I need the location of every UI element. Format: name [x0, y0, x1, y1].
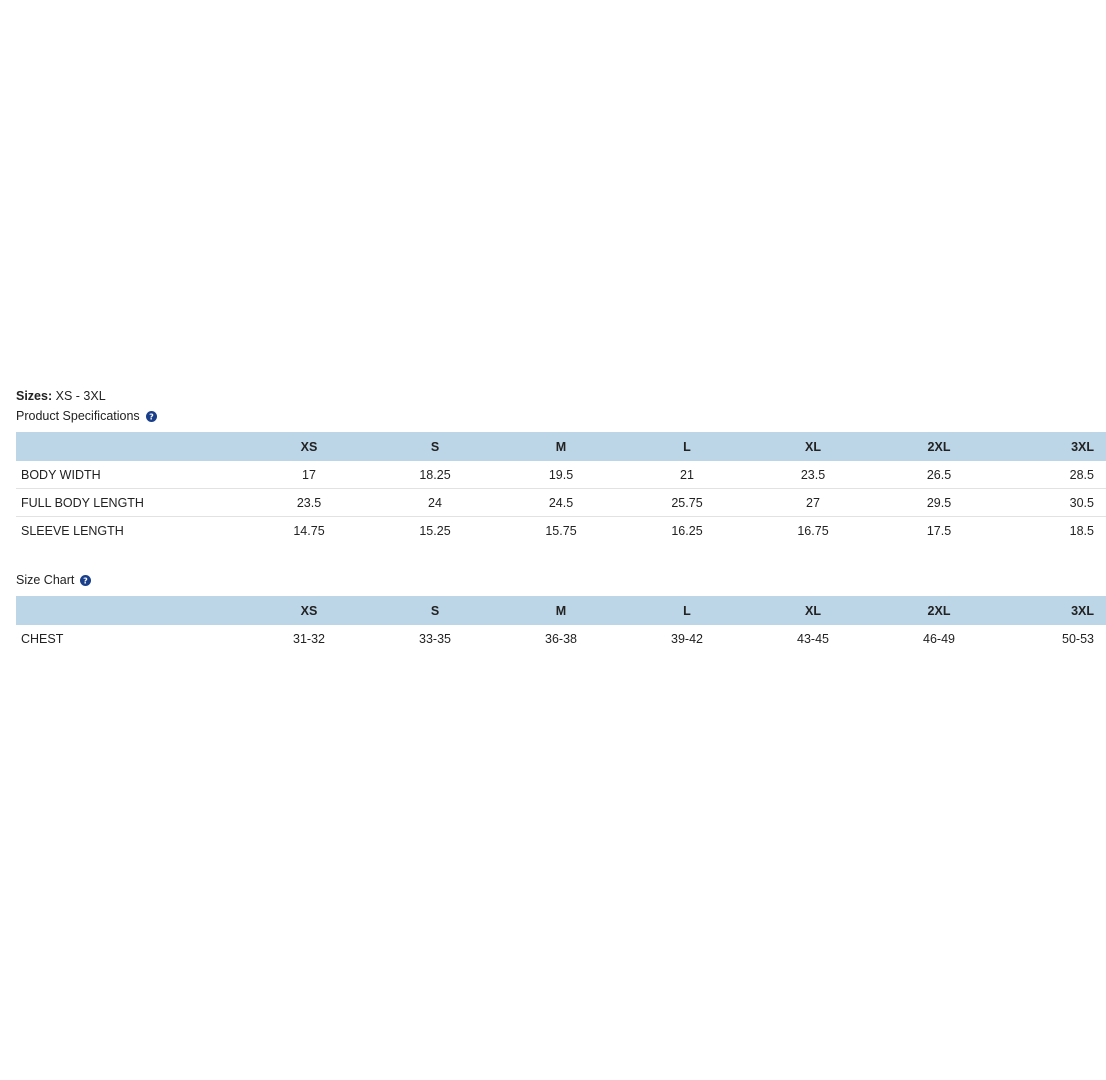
- table-cell: 15.75: [545, 523, 577, 538]
- size-chart-table: [16, 596, 1106, 652]
- size-chart-title: Size Chart: [16, 573, 75, 587]
- table-cell: 46-49: [923, 631, 955, 646]
- table-cell: 30.5: [1002, 489, 1106, 517]
- svg-text:?: ?: [148, 411, 154, 421]
- header-cell-m: M: [555, 439, 567, 454]
- row-label: BODY WIDTH: [16, 461, 246, 489]
- table-cell: 50-53: [1062, 631, 1094, 646]
- sizes-label: Sizes:: [16, 389, 53, 403]
- table-cell: 19.5: [498, 461, 624, 489]
- table-cell: 14.75: [293, 523, 325, 538]
- table-cell: 17: [246, 461, 372, 489]
- question-circle-icon[interactable]: [146, 411, 157, 422]
- product-specifications-table: [16, 432, 1106, 544]
- header-cell-xl: XL: [805, 603, 821, 618]
- table-cell: 29.5: [876, 489, 1002, 517]
- row-label: SLEEVE LENGTH: [21, 523, 124, 538]
- table-row: [16, 625, 1106, 652]
- table-cell: 31-32: [293, 631, 325, 646]
- header-cell-s: S: [430, 439, 440, 454]
- question-circle-icon[interactable]: [80, 575, 91, 586]
- header-cell-3xl: 3XL: [1071, 439, 1094, 454]
- table-row: [16, 461, 1106, 489]
- row-label: CHEST: [21, 631, 64, 646]
- header-cell-3xl: 3XL: [1071, 603, 1094, 618]
- header-cell-l: L: [683, 439, 691, 454]
- header-label-cell: [16, 432, 246, 461]
- header-cell-2xl: 2XL: [927, 603, 951, 618]
- table-header-row: [16, 596, 1106, 625]
- table-cell: 28.5: [1002, 461, 1106, 489]
- header-label-cell: [16, 596, 246, 625]
- table-cell: 23.5: [246, 489, 372, 517]
- size-info-panel: [16, 388, 1094, 652]
- product-specifications-title: Product Specifications: [16, 409, 140, 423]
- table-cell: 21: [624, 461, 750, 489]
- header-cell-xs: XS: [300, 603, 318, 618]
- row-label: FULL BODY LENGTH: [16, 489, 246, 517]
- header-cell-l: L: [683, 603, 691, 618]
- table-cell: 24: [372, 489, 498, 517]
- header-cell-m: M: [555, 603, 567, 618]
- table-cell: 18.5: [1069, 523, 1094, 538]
- sizes-summary: [16, 388, 1080, 404]
- table-cell: 23.5: [750, 461, 876, 489]
- table-cell: 33-35: [419, 631, 451, 646]
- table-cell: 27: [750, 489, 876, 517]
- header-cell-xs: XS: [300, 439, 318, 454]
- table-cell: 15.25: [419, 523, 451, 538]
- table-row: [16, 489, 1106, 517]
- product-specifications-heading: [16, 408, 1080, 424]
- table-cell: 25.75: [624, 489, 750, 517]
- table-row: [16, 517, 1106, 545]
- table-cell: 39-42: [671, 631, 703, 646]
- header-cell-xl: XL: [805, 439, 821, 454]
- table-cell: 17.5: [926, 523, 952, 538]
- table-cell: 16.75: [797, 523, 829, 538]
- table-cell: 26.5: [876, 461, 1002, 489]
- header-cell-2xl: 2XL: [927, 439, 951, 454]
- table-header-row: [16, 432, 1106, 461]
- header-cell-s: S: [430, 603, 440, 618]
- table-cell: 16.25: [671, 523, 703, 538]
- table-cell: 43-45: [797, 631, 829, 646]
- size-chart-heading: [16, 572, 1080, 588]
- svg-text:?: ?: [83, 575, 89, 585]
- table-cell: 24.5: [498, 489, 624, 517]
- table-cell: 18.25: [372, 461, 498, 489]
- table-cell: 36-38: [545, 631, 577, 646]
- sizes-range: XS - 3XL: [55, 389, 106, 403]
